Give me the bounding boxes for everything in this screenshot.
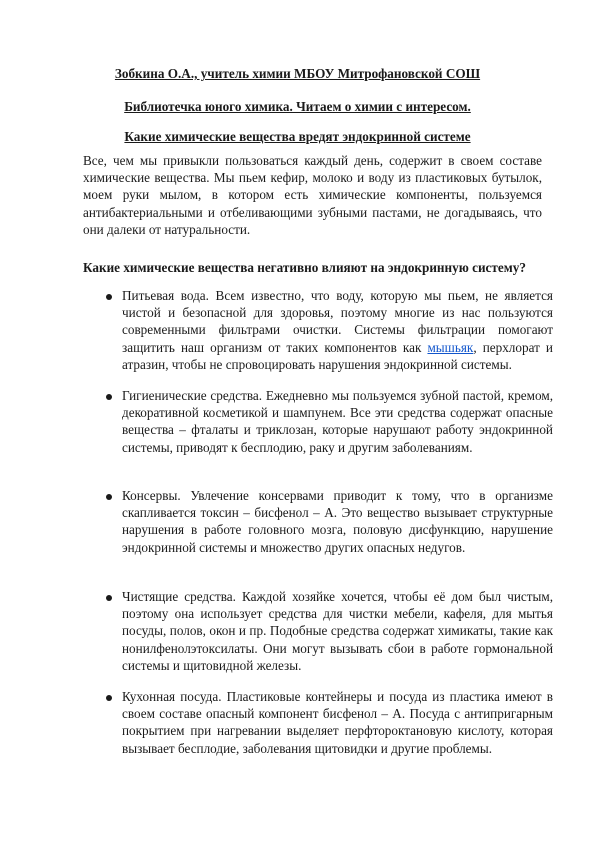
series-title: Библиотечка юного химика. Читаем о химии с интересом.	[124, 99, 471, 114]
bullet-icon	[106, 294, 112, 300]
list-item-text	[122, 287, 553, 373]
link-arsenic[interactable]: мышьяк	[427, 339, 474, 355]
intro-paragraph: Все, чем мы привыкли пользоваться каждый день, содержит в своем составе химические вещества. Мы пьем кефир, молоко и воду из пластиковых бутылок, моем руки мылом, в котором есть химические компоненты, пользуемся антибактериальными и отбеливающими зубными пастами, не догадываясь, что они далеки от натуральности.	[83, 153, 542, 237]
section-heading: Какие химические вещества негативно влияют на эндокринную систему?	[83, 260, 526, 275]
bullet-icon	[106, 494, 112, 500]
list-item-text: Кухонная посуда. Пластиковые контейнеры и посуда из пластика имеют в своем составе опасный компонент бисфенол – А. Посуда с антипригарным покрытием при нагревании выделяет перфтороктановую кислоту, которая вызывает бесплодие, заболевания щитовидки и другие проблемы.	[122, 689, 553, 756]
list-item-text: Консервы. Увлечение консервами приводит к тому, что в организме скапливается токсин – бисфенол – А. Это вещество вызывает структурные нарушения в работе головного мозга, половую дисфункцию, нарушение эндокринной системы и множество других опасных недугов.	[122, 488, 553, 555]
item-text-end: , перхлорат и атразин, чтобы не спровоцировать нарушения эндокринной системы.	[122, 339, 553, 372]
author-line: Зобкина О.А., учитель химии МБОУ Митрофановской СОШ	[114, 66, 481, 81]
document-title: Какие химические вещества вредят эндокринной системе	[124, 129, 471, 144]
bullet-icon	[106, 695, 112, 701]
bullet-icon	[106, 394, 112, 400]
list-item-text: Чистящие средства. Каждой хозяйке хочется, чтобы её дом был чистым, поэтому она использует средства для чистки мебели, кафеля, для мытья посуды, полов, окон и пр. Подобные средства содержат химикаты, такие как нонилфенолэтоксилаты. Они могут вызывать сбои в работе гормональной системы и щитовидной железы.	[122, 589, 553, 673]
bullet-icon	[106, 595, 112, 601]
list-item-text: Гигиенические средства. Ежедневно мы пользуемся зубной пастой, кремом, декоративной косметикой и шампунем. Все эти средства содержат опасные вещества – фталаты и триклозан, которые нарушают работу эндокринной системы, приводят к бесплодию, раку и другим заболеваниям.	[122, 388, 553, 455]
item-text-start: Питьевая вода. Всем известно, что воду, которую мы пьем, не является чистой и безопасной для здоровья, поэтому многие из нас пользуются современными фильтрами очистки. Системы фильтрации помогают защитить наш организм от таких компонентов как	[122, 288, 553, 355]
